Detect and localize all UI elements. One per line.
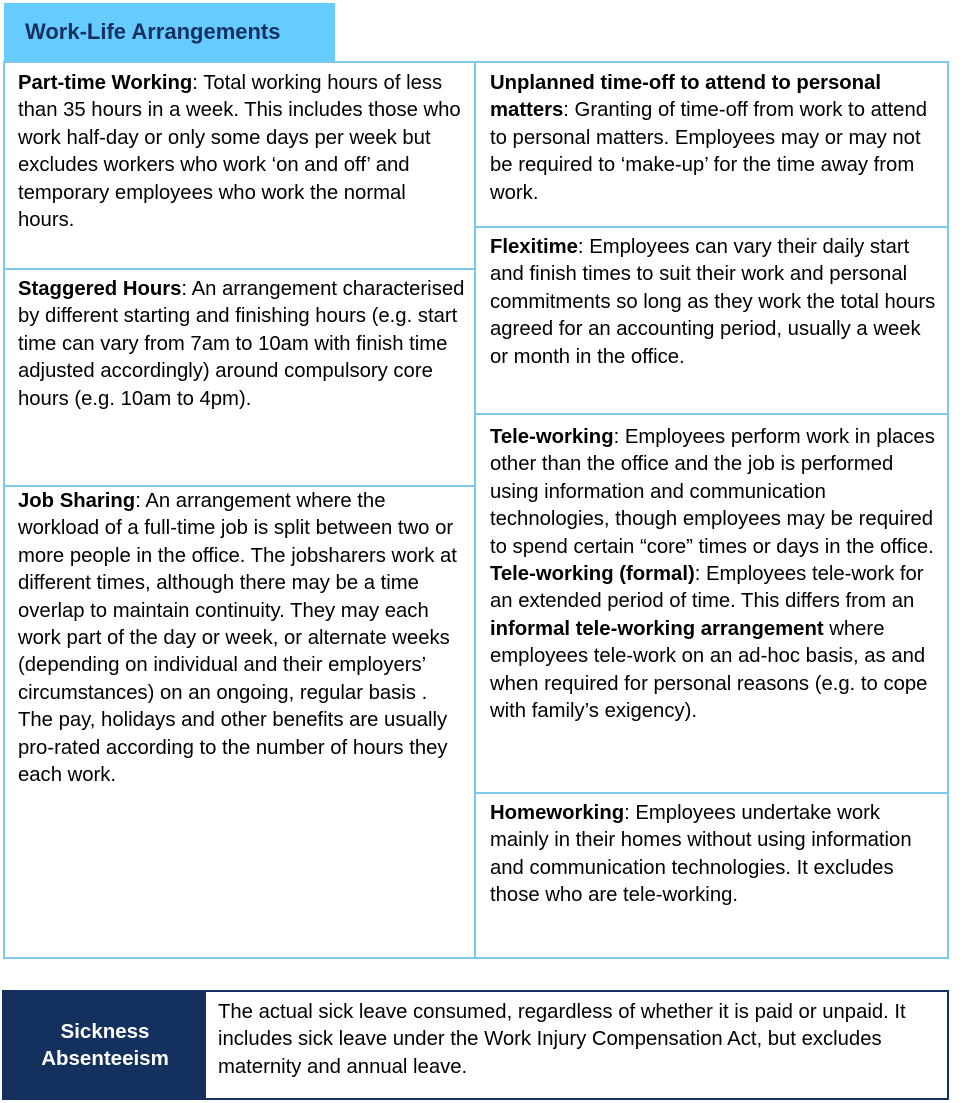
staggered-hours-text: : An arrangement characterised by different starting and finishing hours (e.g. start time can vary from 7am to 10am with finish time adjusted accordingly) around compulsory core hours (e.g. 10am to 4pm).	[18, 278, 465, 410]
flexitime-text: : Employees can vary their daily start and finish times to suit their work and personal commitments so long as they work the total hours agreed for an accounting period, usually a week or month in the office.	[490, 236, 936, 368]
unplanned-time-off-text: : Granting of time-off from work to attend to personal matters. Employees may or may not be required to ‘make-up’ for the time away from work.	[490, 99, 927, 204]
tele-working-term: Tele-working	[490, 426, 614, 448]
part-time-text: : Total working hours of less than 35 hours in a week. This includes those who work half-day or only some days per week but excludes workers who work ‘on and off’ and temporary employees who work the normal hours.	[18, 72, 461, 232]
tele-working-formal-definition	[490, 561, 940, 725]
left-divider-2	[5, 485, 474, 487]
section-title-tab	[4, 3, 335, 61]
job-sharing-cell	[18, 488, 466, 789]
right-divider-3	[476, 792, 947, 794]
unplanned-time-off-definition	[490, 70, 940, 207]
part-time-definition	[18, 70, 466, 234]
tele-working-definition	[490, 424, 940, 561]
section-title: Work-Life Arrangements	[25, 19, 281, 44]
flexitime-term: Flexitime	[490, 236, 578, 258]
homeworking-cell	[490, 800, 940, 910]
staggered-hours-definition	[18, 276, 466, 413]
right-divider-1	[476, 226, 947, 228]
column-divider	[474, 61, 476, 959]
job-sharing-definition	[18, 488, 466, 789]
tele-working-formal-text-2: where employees tele-work on an ad-hoc basis, as and when required for personal reasons (e.g. to cope with family’s exigency).	[490, 617, 928, 723]
job-sharing-text: : An arrangement where the workload of a full-time job is split between two or more people in the office. The jobsharers work at different times, although there may be a time overlap to maintain continuity. They may each work part of the day or week, or alternate weeks (depending on individual and their employers’ circumstances) on an ongoing, regular basis . The pay, holidays and other benefits are usually pro-rated according to the number of hours they each work.	[18, 490, 457, 787]
unplanned-time-off-cell	[490, 70, 940, 207]
left-divider-1	[5, 268, 474, 270]
sickness-absenteeism-text: The actual sick leave consumed, regardless of whether it is paid or unpaid. It includes sick leave under the Work Injury Compensation Act, but excludes maternity and annual leave.	[218, 1001, 906, 1078]
tele-working-text: : Employees perform work in places other than the office and the job is performed using information and communication technologies, though employees may be required to spend certain “core” times or days in the office.	[490, 426, 935, 558]
homeworking-term: Homeworking	[490, 802, 625, 824]
flexitime-definition	[490, 234, 940, 371]
staggered-hours-term: Staggered Hours	[18, 278, 182, 300]
sickness-absenteeism-label: Sickness Absenteeism	[41, 1020, 169, 1070]
part-time-term: Part-time Working	[18, 72, 193, 94]
homeworking-definition	[490, 800, 940, 910]
job-sharing-term: Job Sharing	[18, 490, 136, 512]
tele-working-formal-term: Tele-working (formal)	[490, 563, 695, 586]
right-divider-2	[476, 413, 947, 415]
informal-tele-working-term: informal tele-working arrangement	[490, 617, 824, 640]
flexitime-cell	[490, 234, 940, 371]
sickness-absenteeism-label-block	[4, 992, 206, 1098]
staggered-hours-cell	[18, 276, 466, 413]
tele-working-cell	[490, 424, 940, 725]
part-time-cell	[18, 70, 466, 234]
unplanned-time-off-term: Unplanned time-off to attend to personal matters	[490, 72, 881, 122]
sickness-absenteeism-box	[2, 990, 949, 1100]
tele-working-formal-text-1: : Employees tele-work for an extended period of time. This differs from an	[490, 563, 924, 613]
homeworking-text: : Employees undertake work mainly in their homes without using information and communication technologies. It excludes those who are tele-working.	[490, 802, 912, 907]
